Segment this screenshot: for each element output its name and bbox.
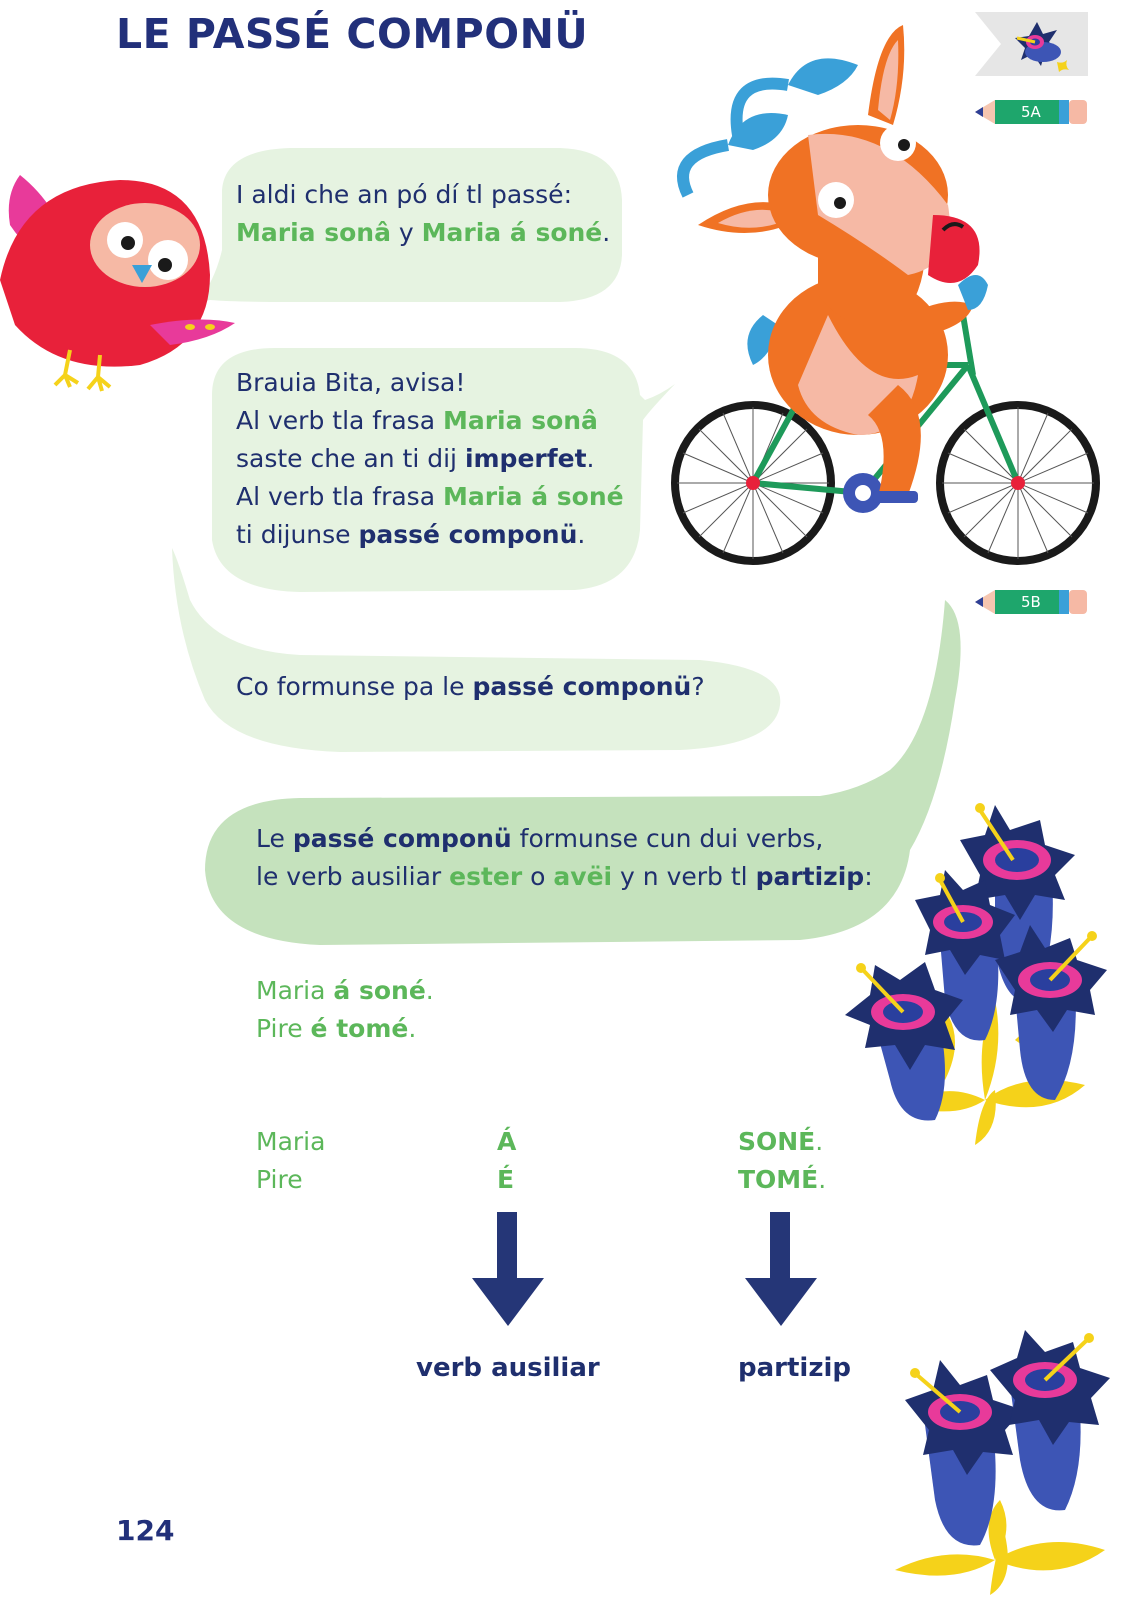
bubble2-line1: Brauia Bita, avisa! — [236, 368, 466, 397]
arrow-down-icon — [743, 1212, 819, 1328]
subject-cell: Pire — [256, 1165, 303, 1194]
text-fragment: . — [602, 218, 611, 247]
text-fragment: Pire — [256, 1014, 311, 1043]
bubble1-line2 — [236, 214, 610, 252]
green-term: ester — [449, 862, 523, 891]
arrow-down-icon — [470, 1212, 546, 1328]
participle-cell: SONÉ — [738, 1127, 816, 1156]
text-fragment: Co formunse pa le — [236, 672, 473, 701]
gentian-flowers-illustration — [845, 800, 1125, 1155]
bubble2-line3 — [236, 440, 624, 478]
owl-illustration — [0, 165, 240, 400]
bold-term: á soné — [333, 976, 426, 1005]
bold-term: passé componü — [358, 520, 578, 549]
text-fragment: ti dijunse — [236, 520, 359, 549]
examples-block — [256, 972, 434, 1048]
text-fragment: y n verb tl — [612, 862, 756, 891]
bubble2-text — [236, 364, 624, 554]
subjects-column — [256, 1123, 325, 1199]
participle-row — [738, 1161, 826, 1199]
page-number: 124 — [116, 1514, 175, 1547]
bubble3-text — [236, 668, 705, 706]
bubble4-line1 — [256, 820, 873, 858]
gentian-flowers-small-illustration — [895, 1330, 1115, 1595]
example-line-2 — [256, 1010, 434, 1048]
bubble2-line5 — [236, 516, 624, 554]
text-fragment: Le — [256, 824, 293, 853]
auxiliaries-column — [497, 1123, 516, 1199]
text-fragment: . — [425, 976, 434, 1005]
text-fragment: . — [586, 444, 595, 473]
text-fragment: Al verb tla frasa — [236, 406, 443, 435]
auxiliary-cell: É — [497, 1165, 515, 1194]
bubble4-text — [256, 820, 873, 896]
green-phrase: Maria sonâ — [236, 218, 391, 247]
goat-on-bicycle-illustration — [668, 15, 1108, 575]
text-fragment: Maria — [256, 976, 334, 1005]
participle-row — [738, 1123, 826, 1161]
green-term: avëi — [553, 862, 613, 891]
text-fragment: . — [818, 1165, 827, 1194]
bold-term: passé componü — [472, 672, 692, 701]
text-fragment: Al verb tla frasa — [236, 482, 443, 511]
participles-column — [738, 1123, 826, 1199]
bold-term: imperfet — [464, 444, 587, 473]
bold-term: é tomé — [310, 1014, 409, 1043]
tag-5b-label: 5B — [1021, 593, 1041, 611]
text-fragment: le verb ausiliar — [256, 862, 450, 891]
tag-5a-label: 5A — [1021, 103, 1041, 121]
bubble1-line1: I aldi che an pó dí tl passé: — [236, 180, 572, 209]
bubble4-line2 — [256, 858, 873, 896]
green-phrase: Maria á soné — [442, 482, 624, 511]
bold-term: passé componü — [292, 824, 512, 853]
text-fragment: . — [408, 1014, 417, 1043]
text-fragment: saste che an ti dij — [236, 444, 465, 473]
text-fragment: formunse cun dui verbs, — [511, 824, 824, 853]
bold-term: partizip — [755, 862, 865, 891]
page-title: LE PASSÉ COMPONÜ — [116, 10, 589, 58]
subject-cell: Maria — [256, 1127, 326, 1156]
text-fragment: y — [390, 218, 422, 247]
participle-cell: TOMÉ — [738, 1165, 819, 1194]
participle-label: partizip — [738, 1353, 851, 1383]
text-fragment: ? — [691, 672, 705, 701]
text-fragment: . — [577, 520, 586, 549]
bubble2-line2 — [236, 402, 624, 440]
text-fragment: : — [864, 862, 873, 891]
auxiliary-cell: Á — [497, 1127, 517, 1156]
bubble1-text — [236, 176, 610, 252]
text-fragment: . — [815, 1127, 824, 1156]
bubble2-line4 — [236, 478, 624, 516]
green-phrase: Maria á soné — [421, 218, 603, 247]
example-line-1 — [256, 972, 434, 1010]
text-fragment: o — [522, 862, 554, 891]
green-phrase: Maria sonâ — [442, 406, 598, 435]
auxiliary-verb-label: verb ausiliar — [416, 1353, 600, 1383]
